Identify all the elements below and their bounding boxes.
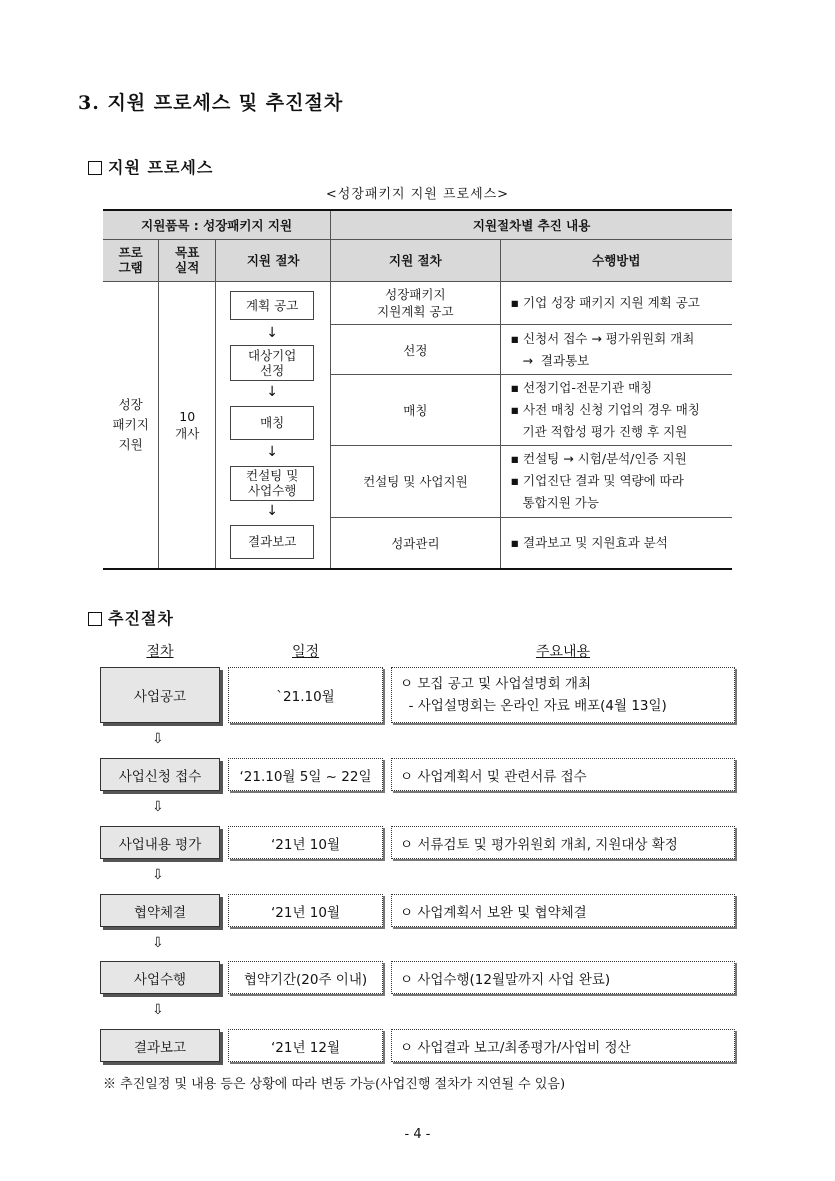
method-line: ▪ 기업진단 결과 및 역량에 따라 xyxy=(510,473,684,489)
flow-arrow-icon: ↓ xyxy=(266,383,279,400)
target-cell: 10 개사 xyxy=(159,281,216,569)
process-heading-text: 지원 프로세스 xyxy=(108,158,214,177)
program-cell: 성장 패키지 지원 xyxy=(103,281,159,569)
procedure-content-box xyxy=(391,894,735,927)
flow-box: 컨설팅 및 사업수행 xyxy=(230,466,314,501)
method-cell xyxy=(500,281,732,324)
content-line: ㅇ 사업계획서 및 관련서류 접수 xyxy=(400,768,587,785)
col-procedure-content: 주요내용 xyxy=(535,644,591,660)
flow-box: 결과보고 xyxy=(230,525,314,559)
header-support-item: 지원품목 : 성장패키지 지원 xyxy=(103,210,331,239)
procedure-content-box xyxy=(391,758,735,791)
step-cell: 선정 xyxy=(331,324,500,374)
header-step-contents: 지원절차별 추진 내용 xyxy=(331,210,732,239)
col-target: 목표 실적 xyxy=(159,239,216,281)
procedure-content-box xyxy=(391,667,735,723)
procedure-step-box: 사업신청 접수 xyxy=(100,758,220,791)
content-line: ㅇ 사업결과 보고/최종평가/사업비 정산 xyxy=(400,1039,631,1056)
down-arrow-icon: ⇩ xyxy=(152,731,164,747)
col-program: 프로 그램 xyxy=(103,239,159,281)
procedure-step-box: 사업내용 평가 xyxy=(100,826,220,859)
col-procedure-schedule: 일정 xyxy=(291,644,320,660)
flow-cell xyxy=(216,281,331,569)
procedure-step-box: 사업수행 xyxy=(100,961,220,994)
process-table xyxy=(103,209,732,570)
section-title: 3. 지원 프로세스 및 추진절차 xyxy=(78,92,344,114)
method-line: ▪ 선정기업-전문기관 매칭 xyxy=(510,380,653,396)
down-arrow-icon: ⇩ xyxy=(152,867,164,883)
method-line: ▪ 사전 매칭 신청 기업의 경우 매칭 xyxy=(510,402,700,418)
flow-arrow-icon: ↓ xyxy=(266,443,279,460)
flow-box: 매칭 xyxy=(230,406,314,440)
step-cell: 성장패키지 지원계획 공고 xyxy=(331,281,500,324)
method-line: 기관 적합성 평가 진행 후 지원 xyxy=(510,424,688,440)
method-line: ▪ 기업 성장 패키지 지원 계획 공고 xyxy=(510,294,700,310)
procedure-heading-text: 추진절차 xyxy=(108,609,174,628)
method-line: 통합지원 가능 xyxy=(510,495,599,511)
procedure-date-box: ‘21년 10월 xyxy=(228,826,383,859)
flow-arrow-icon: ↓ xyxy=(266,324,279,341)
method-line: ▪ 신청서 접수 → 평가위원회 개최 xyxy=(510,330,695,346)
procedure-date-box: ‘21.10월 5일 ~ 22일 xyxy=(228,758,383,791)
checkbox-square-icon xyxy=(88,161,102,175)
flow-box: 계획 공고 xyxy=(230,291,314,320)
method-cell xyxy=(500,375,732,446)
procedure-step-box: 결과보고 xyxy=(100,1029,220,1062)
flow-arrow-icon: ↓ xyxy=(266,502,279,519)
footnote: ※ 추진일정 및 내용 등은 상황에 따라 변동 가능(사업진행 절차가 지연될 수 있음) xyxy=(103,1077,566,1092)
procedure-date-box: 협약기간(20주 이내) xyxy=(228,961,383,994)
method-cell xyxy=(500,324,732,374)
procedure-content-box xyxy=(391,826,735,859)
col-method: 수행방법 xyxy=(500,239,732,281)
procedure-date-box: ‘21년 10월 xyxy=(228,894,383,927)
down-arrow-icon: ⇩ xyxy=(152,935,164,951)
method-line: → 결과통보 xyxy=(510,352,590,368)
col-flow: 지원 절차 xyxy=(216,239,331,281)
step-cell: 성과관리 xyxy=(331,517,500,568)
procedure-date-box: `21.10월 xyxy=(228,667,383,723)
procedure-content-box xyxy=(391,1029,735,1062)
flow-box: 대상기업 선정 xyxy=(230,345,314,381)
content-line: - 사업설명회는 온라인 자료 배포(4월 13일) xyxy=(400,698,667,714)
procedure-heading xyxy=(88,606,174,629)
down-arrow-icon: ⇩ xyxy=(152,1002,164,1018)
method-cell xyxy=(500,445,732,517)
checkbox-square-icon xyxy=(88,612,102,626)
page-number: - 4 - xyxy=(404,1127,431,1142)
step-cell: 매칭 xyxy=(331,375,500,446)
method-line: ▪ 결과보고 및 지원효과 분석 xyxy=(510,534,668,550)
down-arrow-icon: ⇩ xyxy=(152,799,164,815)
content-line: ㅇ 서류검토 및 평가위원회 개최, 지원대상 확정 xyxy=(400,836,678,853)
procedure-step-box: 협약체결 xyxy=(100,894,220,927)
method-cell xyxy=(500,517,732,568)
method-line: ▪ 컨설팅 → 시험/분석/인증 지원 xyxy=(510,451,687,467)
procedure-step-box: 사업공고 xyxy=(100,667,220,723)
process-caption: <성장패키지 지원 프로세스> xyxy=(325,187,510,202)
process-heading xyxy=(88,155,213,178)
step-cell: 컨설팅 및 사업지원 xyxy=(331,445,500,517)
col-step: 지원 절차 xyxy=(331,239,500,281)
procedure-content-box xyxy=(391,961,735,994)
procedure-date-box: ‘21년 12월 xyxy=(228,1029,383,1062)
content-line: ㅇ 사업계획서 보완 및 협약체결 xyxy=(400,904,587,921)
content-line: ㅇ 모집 공고 및 사업설명회 개최 xyxy=(400,676,591,692)
col-procedure-step: 절차 xyxy=(146,644,174,660)
content-line: ㅇ 사업수행(12월말까지 사업 완료) xyxy=(400,971,611,988)
